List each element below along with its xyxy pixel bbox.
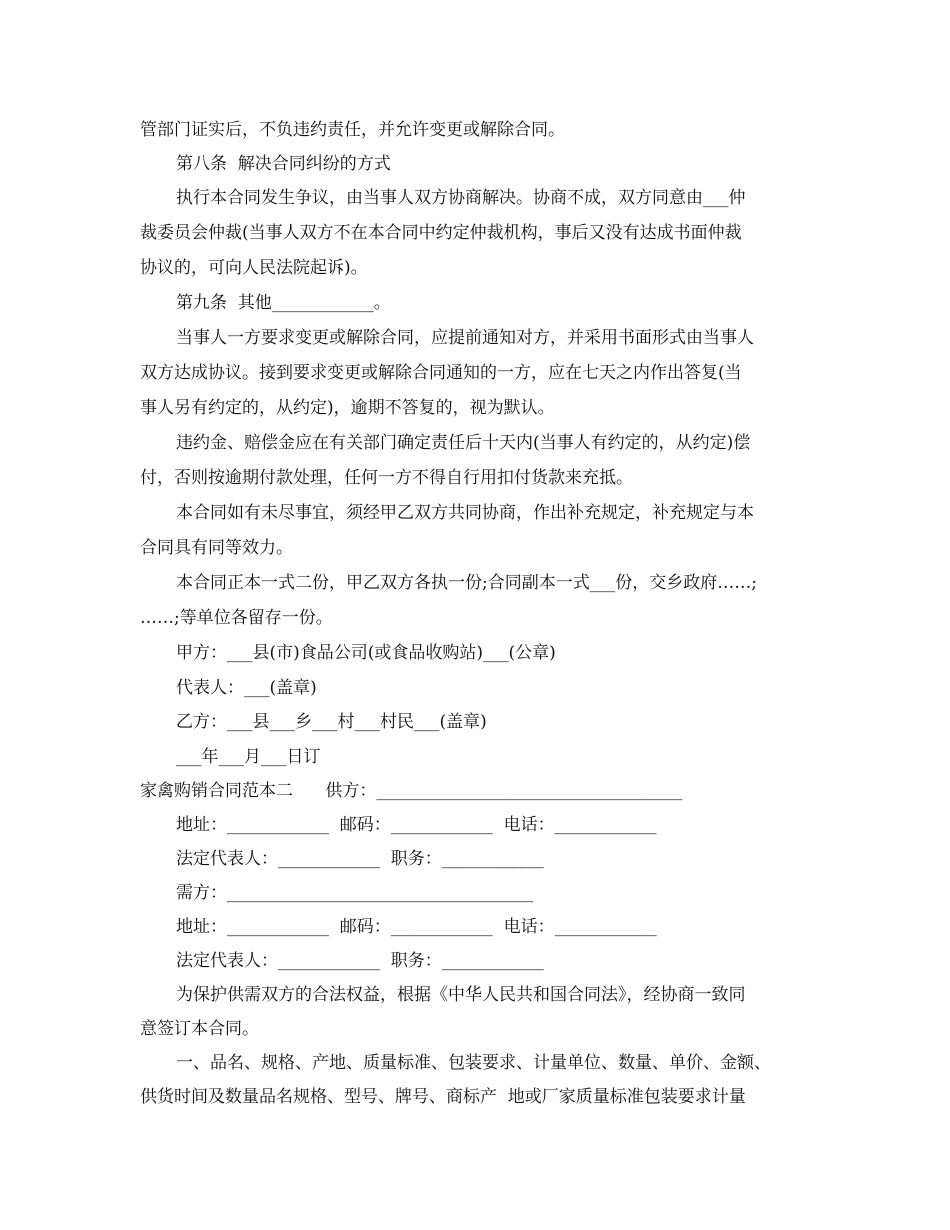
text-line: 意签订本合同。 [140, 1019, 259, 1039]
text-line: 事人另有约定的，从约定)，逾期不答复的，视为默认。 [140, 398, 555, 418]
text-line: 一、品名、规格、产地、质量标准、包装要求、计量单位、数量、单价、金额、 [176, 1053, 771, 1073]
text-line: 供货时间及数量品名规格、型号、牌号、商标产 地或厂家质量标准包装要求计量 [140, 1087, 746, 1107]
signature-party-b: 乙方：___县___乡___村___村民___(盖章) [176, 712, 487, 732]
text-line: 协议的，可向人民法院起诉)。 [140, 258, 368, 278]
contract-title-supplier: 家禽购销合同范本二 供方：____________________________________ [140, 781, 683, 801]
text-line: 违约金、赔偿金应在有关部门确定责任后十天内(当事人有约定的，从约定)偿 [176, 433, 751, 453]
text-line: 当事人一方要求变更或解除合同，应提前通知对方，并采用书面形式由当事人 [176, 328, 754, 348]
buyer-representative-line: 法定代表人：____________ 职务：____________ [176, 951, 544, 971]
supplier-address-line: 地址：____________ 邮码：____________ 电话：____________ [176, 815, 657, 835]
section-heading: 第九条 其他____________。 [176, 293, 391, 313]
buyer-address-line: 地址：____________ 邮码：____________ 电话：____________ [176, 917, 657, 937]
text-line: 本合同正本一式二份，甲乙双方各执一份;合同副本一式___份，交乡政府……; [176, 573, 757, 593]
text-line: 付，否则按逾期付款处理，任何一方不得自行用扣付货款来充抵。 [140, 468, 633, 488]
text-line: 执行本合同发生争议，由当事人双方协商解决。协商不成，双方同意由___仲 [176, 188, 746, 208]
buyer-line: 需方：____________________________________ [176, 883, 533, 903]
text-line: 合同具有同等效力。 [140, 538, 293, 558]
text-line: 双方达成协议。接到要求变更或解除合同通知的一方，应在七天之内作出答复(当 [140, 363, 742, 383]
text-line: 本合同如有未尽事宜，须经甲乙双方共同协商，作出补充规定，补充规定与本 [176, 503, 754, 523]
signature-party-a: 甲方：___县(市)食品公司(或食品收购站)___(公章) [176, 643, 556, 663]
signature-date: ___年___月___日订 [176, 747, 321, 767]
signature-representative: 代表人：___(盖章) [176, 678, 317, 698]
supplier-representative-line: 法定代表人：____________ 职务：____________ [176, 849, 544, 869]
text-line: ……;等单位各留存一份。 [140, 608, 333, 628]
text-line: 裁委员会仲裁(当事人双方不在本合同中约定仲裁机构，事后又没有达成书面仲裁 [140, 223, 742, 243]
text-line: 为保护供需双方的合法权益，根据《中华人民共和国合同法》，经协商一致同 [176, 985, 746, 1005]
text-line: 管部门证实后，不负违约责任，并允许变更或解除合同。 [140, 120, 565, 140]
section-heading: 第八条 解决合同纠纷的方式 [176, 154, 391, 174]
